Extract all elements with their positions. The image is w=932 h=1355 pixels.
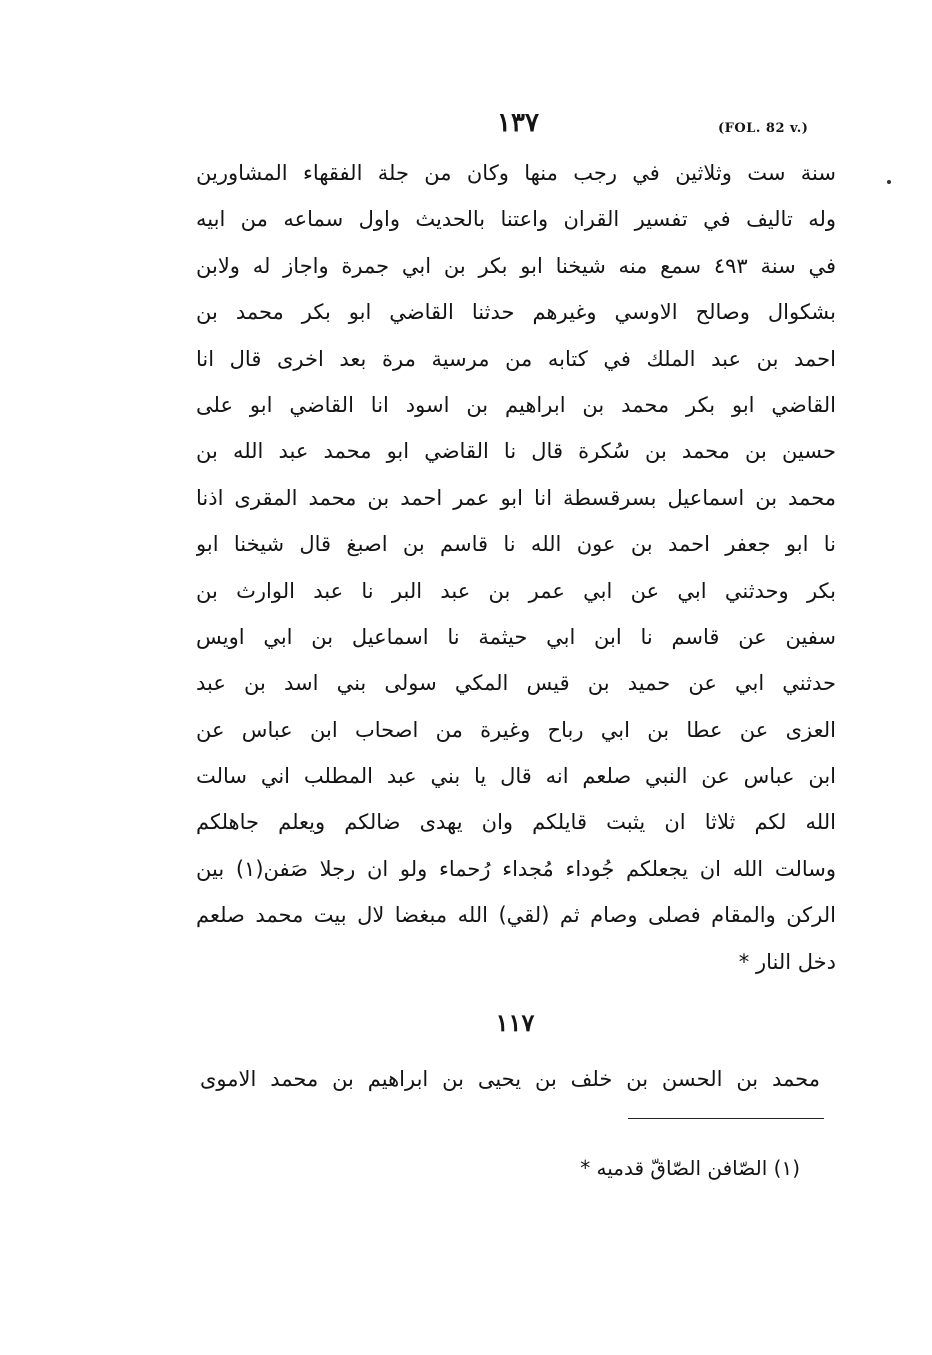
folio-reference: (FOL. 82 v.) bbox=[718, 121, 809, 136]
entry-heading: محمد بن الحسن بن خلف بن يحيى بن ابراهيم بن محمد الاموى bbox=[200, 1067, 820, 1091]
text-line-2: وله تاليف في تفسير القران واعتنا بالحديث واول سماعه من ابيه bbox=[196, 207, 836, 232]
page-number: ١٣٧ bbox=[497, 108, 539, 138]
main-text-block bbox=[196, 150, 836, 985]
text-line-15: الله لكم ثلاثا ان يثبت قايلكم وان يهدى ضالكم ويعلم جاهلكم bbox=[196, 810, 836, 835]
text-line-10: بكر وحدثني ابي عن ابي عمر بن عبد البر نا عبد الوارث بن bbox=[196, 578, 836, 603]
entry-number: ١١٧ bbox=[495, 1008, 535, 1037]
text-line-4: بشكوال وصالح الاوسي وغيرهم حدثنا القاضي ابو بكر محمد بن bbox=[196, 300, 836, 325]
text-line-12: حدثني ابي عن حميد بن قيس المكي سولى بني اسد بن عبد bbox=[196, 671, 836, 696]
text-line-18: دخل النار * bbox=[738, 949, 836, 974]
footnote: (١) الصّافن الصّاقّ قدميه * bbox=[580, 1156, 800, 1180]
text-line-14: ابن عباس عن النبي صلعم انه قال يا بني عبد المطلب اني سالت bbox=[196, 764, 836, 789]
text-line-9: نا ابو جعفر احمد بن عون الله نا قاسم بن اصبغ قال شيخنا ابو bbox=[196, 532, 836, 557]
text-line-3: في سنة ٤٩٣ سمع منه شيخنا ابو بكر بن ابي جمرة واجاز له ولابن bbox=[196, 253, 836, 278]
text-line-6: القاضي ابو بكر محمد بن ابراهيم بن اسود انا القاضي ابو على bbox=[196, 392, 836, 417]
text-line-13: العزى عن عطا بن ابي رباح وغيرة من اصحاب ابن عباس عن bbox=[196, 717, 836, 742]
footnote-divider bbox=[628, 1118, 824, 1119]
text-line-17: الركن والمقام فصلى وصام ثم (لقي) الله مبغضا لال بيت محمد صلعم bbox=[196, 903, 836, 928]
text-line-11: سفين عن قاسم نا ابن ابي حيثمة نا اسماعيل بن ابي اويس bbox=[196, 624, 836, 649]
ink-speck bbox=[887, 180, 891, 184]
text-line-1: سنة ست وثلاثين في رجب منها وكان من جلة الفقهاء المشاورين bbox=[196, 161, 836, 185]
text-line-5: احمد بن عبد الملك في كتابه من مرسية مرة بعد اخرى قال انا bbox=[196, 346, 836, 371]
text-line-16: وسالت الله ان يجعلكم جُوداء مُجداء رُحماء ولو ان رجلا صَفن(١) بين bbox=[196, 856, 836, 881]
text-line-7: حسين بن محمد بن سُكرة قال نا القاضي ابو محمد عبد الله بن bbox=[196, 439, 836, 464]
text-line-8: محمد بن اسماعيل بسرقسطة انا ابو عمر احمد بن محمد المقرى اذنا bbox=[196, 485, 836, 510]
